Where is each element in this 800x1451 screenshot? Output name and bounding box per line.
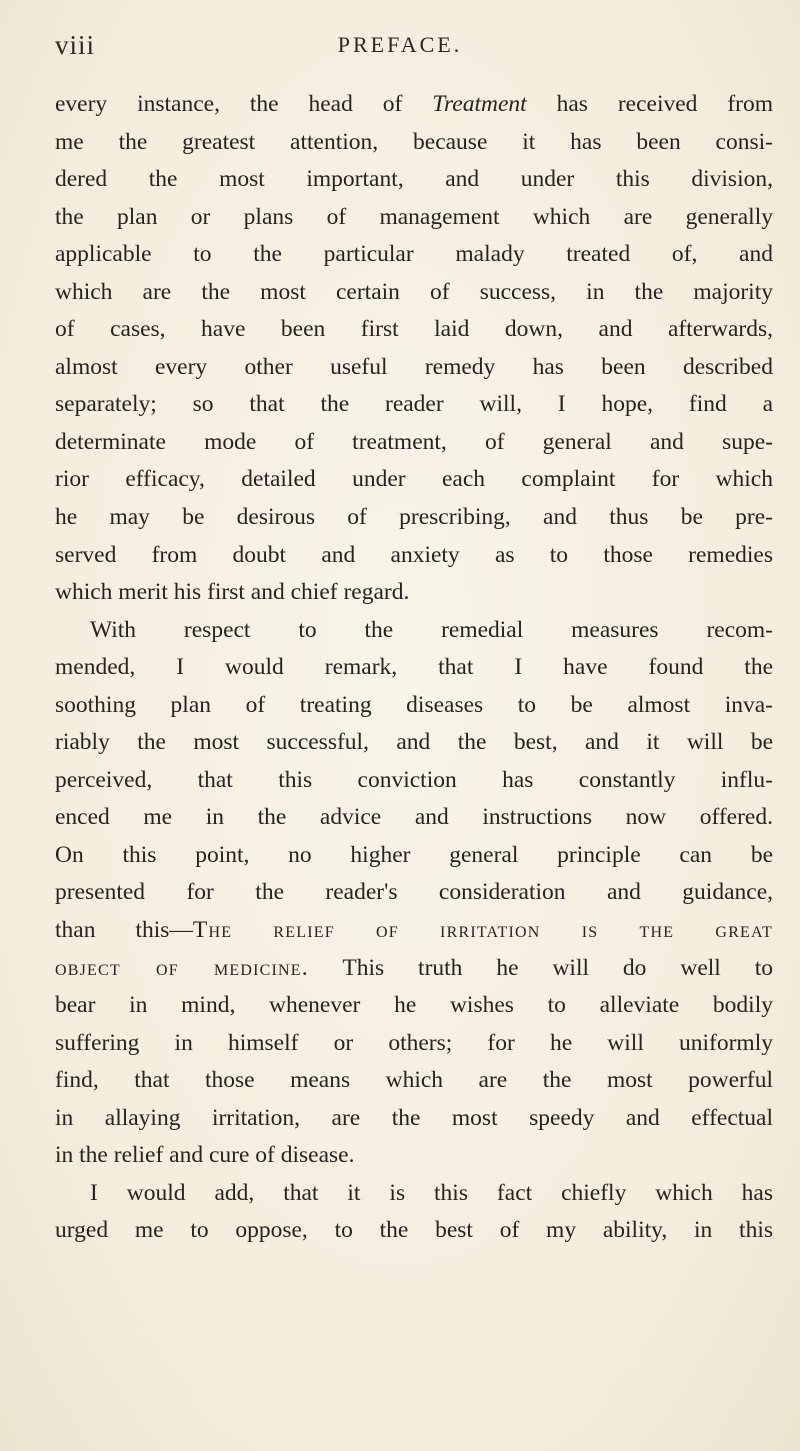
running-head xyxy=(0,30,800,70)
text-line: every instance, the head of Treatment has received from xyxy=(55,91,773,117)
text-line: he may be desirous of prescribing, and thus be pre- xyxy=(55,504,773,531)
text-line: mended, I would remark, that I have found the xyxy=(55,654,773,681)
text-line: presented for the reader's consideration and guidance, xyxy=(55,879,773,906)
text-line: rior efficacy, detailed under each complaint for which xyxy=(55,466,773,493)
text-line: urged me to oppose, to the best of my ability, in this xyxy=(55,1217,773,1244)
small-caps-maxim: object of medicine. xyxy=(55,954,309,981)
text-line: perceived, that this conviction has constantly influ- xyxy=(55,766,773,793)
text-line: which merit his first and chief regard. xyxy=(55,579,410,606)
text-line: almost every other useful remedy has been described xyxy=(55,353,773,380)
text-line: determinate mode of treatment, of general and supe- xyxy=(55,428,773,455)
text-line: served from doubt and anxiety as to those remedies xyxy=(55,541,773,568)
text-line: soothing plan of treating diseases to be almost inva- xyxy=(55,691,773,718)
text-line: of cases, have been first laid down, and afterwards, xyxy=(55,316,773,343)
text-line: dered the most important, and under this division, xyxy=(55,166,773,193)
text-line: enced me in the advice and instructions now offered. xyxy=(55,804,773,831)
body-text xyxy=(55,86,773,1250)
running-title: PREFACE. xyxy=(337,32,463,57)
text-line: bear in mind, whenever he wishes to alleviate bodily xyxy=(55,992,773,1019)
text-line: riably the most successful, and the best, and it will be xyxy=(55,729,773,756)
text-line: On this point, no higher general principle can be xyxy=(55,841,773,868)
text-line: in the relief and cure of disease. xyxy=(55,1142,355,1169)
text-line: separately; so that the reader will, I hope, find a xyxy=(55,391,773,418)
text-line: which are the most certain of success, in the majority xyxy=(55,278,773,305)
small-caps-maxim: The relief of irritation is the great xyxy=(192,917,773,944)
italic-term: Treatment xyxy=(432,91,527,117)
text-line: find, that those means which are the most powerful xyxy=(55,1067,773,1094)
page-number: viii xyxy=(55,30,96,60)
text-line: than this—The relief of irritation is the great xyxy=(55,917,773,944)
text-line: in allaying irritation, are the most speedy and effectual xyxy=(55,1104,773,1131)
text-line: the plan or plans of management which are generally xyxy=(55,203,773,230)
text-line: With respect to the remedial measures recom- xyxy=(90,616,773,643)
text-line: I would add, that it is this fact chiefly which has xyxy=(90,1179,773,1206)
text-line: object of medicine. This truth he will do well to xyxy=(55,954,774,981)
text-line: me the greatest attention, because it has been consi- xyxy=(55,128,773,155)
text-line: suffering in himself or others; for he will uniformly xyxy=(55,1029,773,1056)
text-line: applicable to the particular malady treated of, and xyxy=(55,241,773,268)
